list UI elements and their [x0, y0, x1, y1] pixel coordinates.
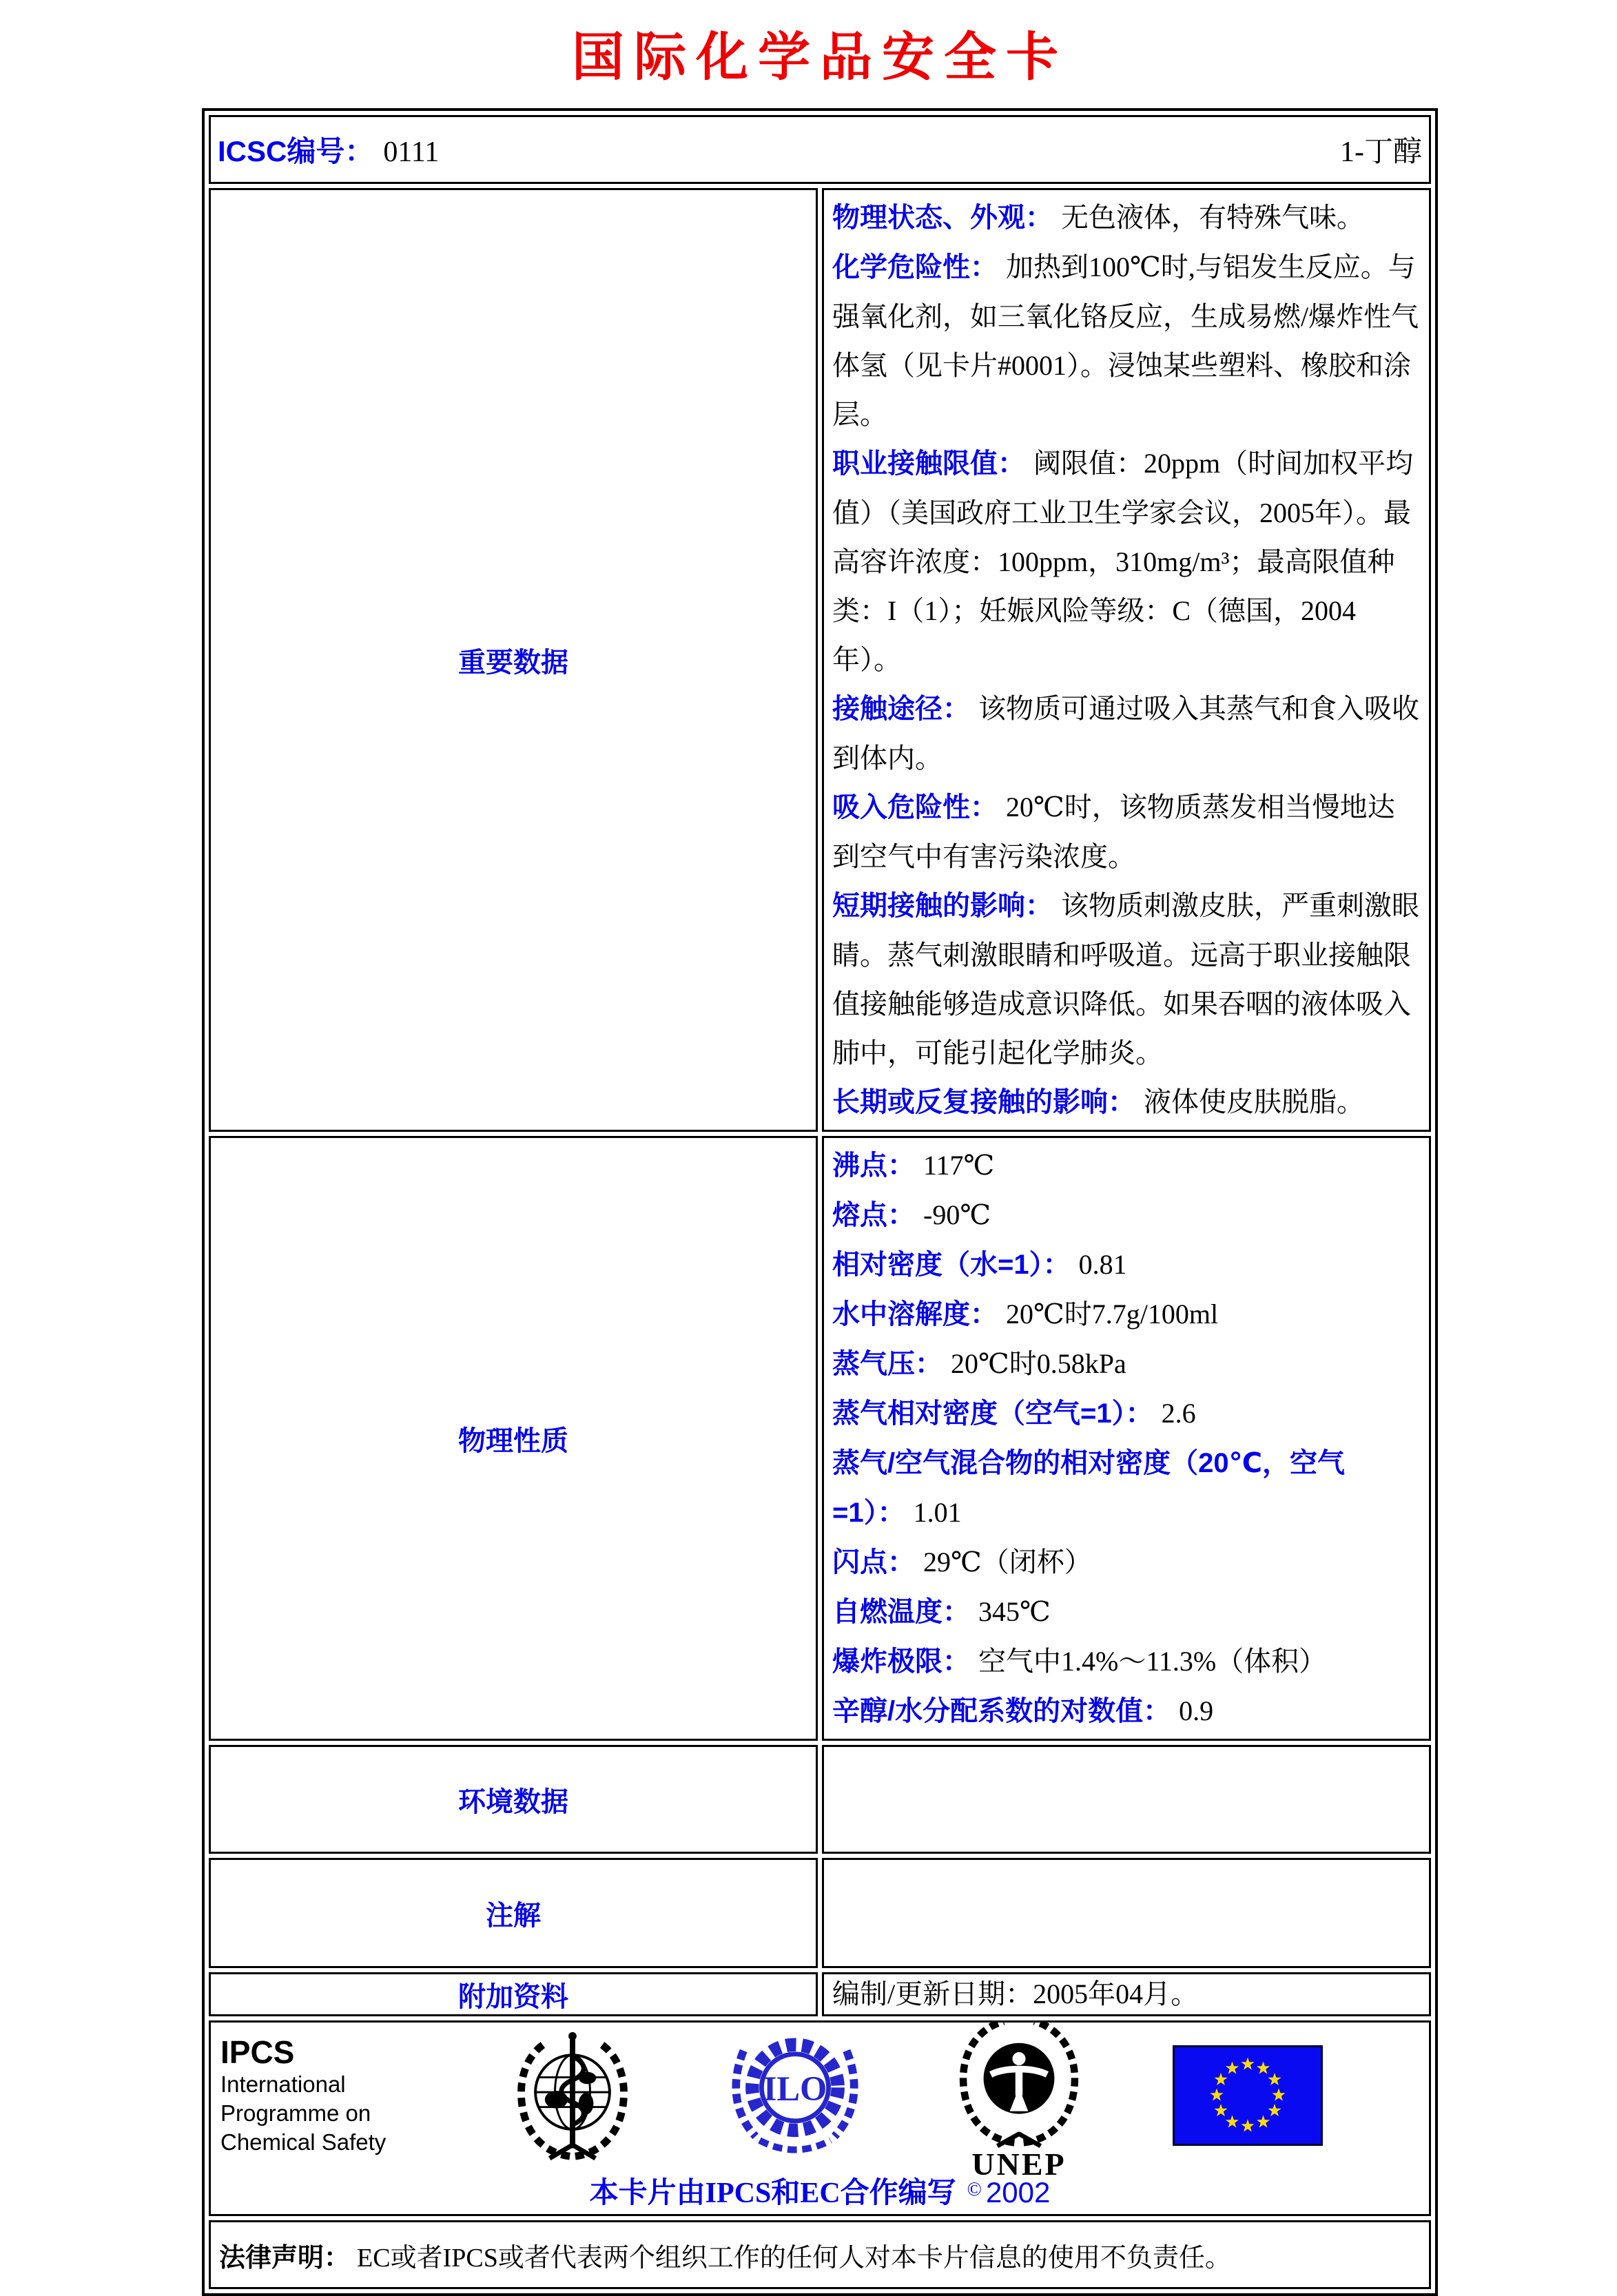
section-row-environmental-data [209, 1745, 1431, 1854]
important-data-item [832, 439, 1421, 684]
chemical-name: 1-丁醇 [1340, 136, 1422, 168]
field-label: 蒸气压： [832, 1349, 943, 1379]
important-data-item [832, 193, 1421, 242]
section-row-physical-properties [209, 1136, 1431, 1741]
physical-properties-item [832, 1389, 1421, 1438]
physical-properties-item [832, 1587, 1421, 1637]
who-logo-icon [505, 2028, 640, 2163]
field-label: 蒸气相对密度（空气=1）： [832, 1398, 1153, 1429]
physical-properties-item [832, 1240, 1421, 1290]
physical-properties-item [832, 1290, 1421, 1339]
section-content-environmental-data [822, 1745, 1431, 1854]
page-title: 国际化学品安全卡 [572, 29, 1068, 87]
section-label-additional-info: 附加资料 [209, 1972, 818, 2016]
field-value: 该物质刺激皮肤，严重刺激眼睛。蒸气刺激眼睛和呼吸道。远高于职业接触限值接触能够造成意识降低。如果吞咽的液体吸入肺中，可能引起化学肺炎。 [832, 890, 1419, 1068]
field-label: 蒸气/空气混合物的相对密度（20℃，空气=1）： [832, 1448, 1346, 1528]
field-label: 接触途径： [832, 694, 970, 724]
field-value: 阈限值：20ppm（时间加权平均值）（美国政府工业卫生学家会议，2005年）。最高容许浓度：100ppm，310mg/m³；最高限值种类：I（1）；妊娠风险等级：C（德国，2004年）。 [832, 448, 1414, 675]
card-credit-line [220, 2170, 1419, 2211]
logos-cell [209, 2020, 1431, 2216]
legal-notice-label: 法律声明： [219, 2243, 351, 2273]
legal-row [209, 2220, 1431, 2289]
copyright-icon: © [967, 2179, 982, 2200]
field-value: -90℃ [923, 1199, 991, 1230]
icsc-number-group [218, 129, 439, 170]
field-value: 加热到100℃时,与铝发生反应。与强氧化剂，如三氧化铬反应，生成易燃/爆炸性气体氢（见卡片#0001）。浸蚀某些塑料、橡胶和涂层。 [832, 251, 1419, 430]
physical-properties-item [832, 1438, 1421, 1538]
ipcs-acronym: IPCS [220, 2034, 295, 2070]
logos-strip [220, 2028, 1419, 2182]
field-value: 2.6 [1161, 1398, 1196, 1429]
field-label: 熔点： [832, 1200, 915, 1230]
legal-cell [209, 2220, 1431, 2289]
section-label-environmental-data: 环境数据 [209, 1745, 818, 1854]
field-value: 编制/更新日期：2005年04月。 [832, 1978, 1199, 2009]
field-label: 水中溶解度： [832, 1299, 998, 1330]
important-data-item [832, 1077, 1421, 1127]
field-value: 20℃时0.58kPa [951, 1348, 1126, 1379]
header-row [209, 115, 1431, 184]
field-value: 无色液体，有特殊气味。 [1061, 202, 1364, 233]
section-content-important-data [822, 188, 1431, 1132]
field-label: 相对密度（水=1）： [832, 1250, 1071, 1280]
unep-logo-icon [950, 2020, 1088, 2180]
physical-properties-item [832, 1637, 1421, 1686]
important-data-item [832, 684, 1421, 783]
field-value: 1.01 [913, 1497, 962, 1528]
field-value: 空气中1.4%～11.3%（体积） [978, 1646, 1327, 1677]
legal-notice-text: EC或者IPCS或者代表两个组织工作的任何人对本卡片信息的使用不负责任。 [357, 2243, 1231, 2273]
icsc-number-value: 0111 [383, 136, 440, 168]
field-label: 爆炸极限： [832, 1646, 970, 1677]
field-value: 液体使皮肤脱脂。 [1144, 1086, 1364, 1117]
section-row-important-data [209, 188, 1431, 1132]
ipcs-line-2: Programme on [220, 2100, 371, 2126]
ilo-logo-icon [725, 2025, 865, 2166]
ipcs-line-1: International [220, 2071, 346, 2097]
field-label: 物理状态、外观： [832, 203, 1053, 233]
important-data-item [832, 881, 1421, 1077]
ipcs-text-block [220, 2034, 420, 2157]
field-label: 闪点： [832, 1547, 915, 1578]
physical-properties-item [832, 1141, 1421, 1190]
important-data-item [832, 242, 1421, 439]
physical-properties-item [832, 1686, 1421, 1736]
logos-row [209, 2020, 1431, 2216]
section-content-notes [822, 1858, 1431, 1968]
field-label: 短期接触的影响： [832, 891, 1053, 921]
ilo-letters: ILO [763, 2069, 827, 2108]
section-content-additional-info [822, 1972, 1431, 2016]
card-credit-text: 本卡片由IPCS和EC合作编写 [589, 2178, 956, 2209]
field-value: 0.81 [1078, 1249, 1127, 1280]
physical-properties-item [832, 1190, 1421, 1240]
eu-flag-icon [1173, 2045, 1323, 2146]
field-value: 29℃（闭杯） [923, 1547, 1092, 1578]
physical-properties-item [832, 1538, 1421, 1587]
field-label: 长期或反复接触的影响： [832, 1087, 1135, 1117]
field-label: 辛醇/水分配系数的对数值： [832, 1696, 1171, 1726]
field-label: 职业接触限值： [832, 448, 1025, 479]
physical-properties-item [832, 1339, 1421, 1389]
section-row-notes [209, 1858, 1431, 1968]
important-data-item [832, 783, 1421, 881]
field-label: 沸点： [832, 1150, 915, 1181]
field-label: 自燃温度： [832, 1597, 970, 1627]
field-label: 化学危险性： [832, 252, 998, 282]
section-content-physical-properties [822, 1136, 1431, 1741]
field-label: 吸入危险性： [832, 792, 998, 823]
section-label-important-data: 重要数据 [209, 188, 818, 1132]
section-label-physical-properties: 物理性质 [209, 1136, 818, 1741]
field-value: 20℃时7.7g/100ml [1006, 1299, 1219, 1330]
field-value: 345℃ [978, 1596, 1051, 1627]
icsc-number-label: ICSC编号： [218, 135, 374, 167]
ipcs-line-3: Chemical Safety [220, 2129, 387, 2155]
additional-info-item [832, 1977, 1421, 2011]
copyright-year: 2002 [985, 2176, 1051, 2209]
section-row-additional-info [209, 1972, 1431, 2016]
unep-wordmark: UNEP [971, 2147, 1067, 2182]
field-value: 117℃ [923, 1150, 995, 1181]
icsc-card-table [202, 108, 1438, 2296]
field-value: 该物质可通过吸入其蒸气和食入吸收到体内。 [832, 693, 1419, 774]
field-value: 20℃时，该物质蒸发相当慢地达到空气中有害污染浓度。 [832, 792, 1395, 872]
header-cell [209, 115, 1431, 184]
section-label-notes: 注解 [209, 1858, 818, 1968]
field-value: 0.9 [1179, 1695, 1214, 1726]
